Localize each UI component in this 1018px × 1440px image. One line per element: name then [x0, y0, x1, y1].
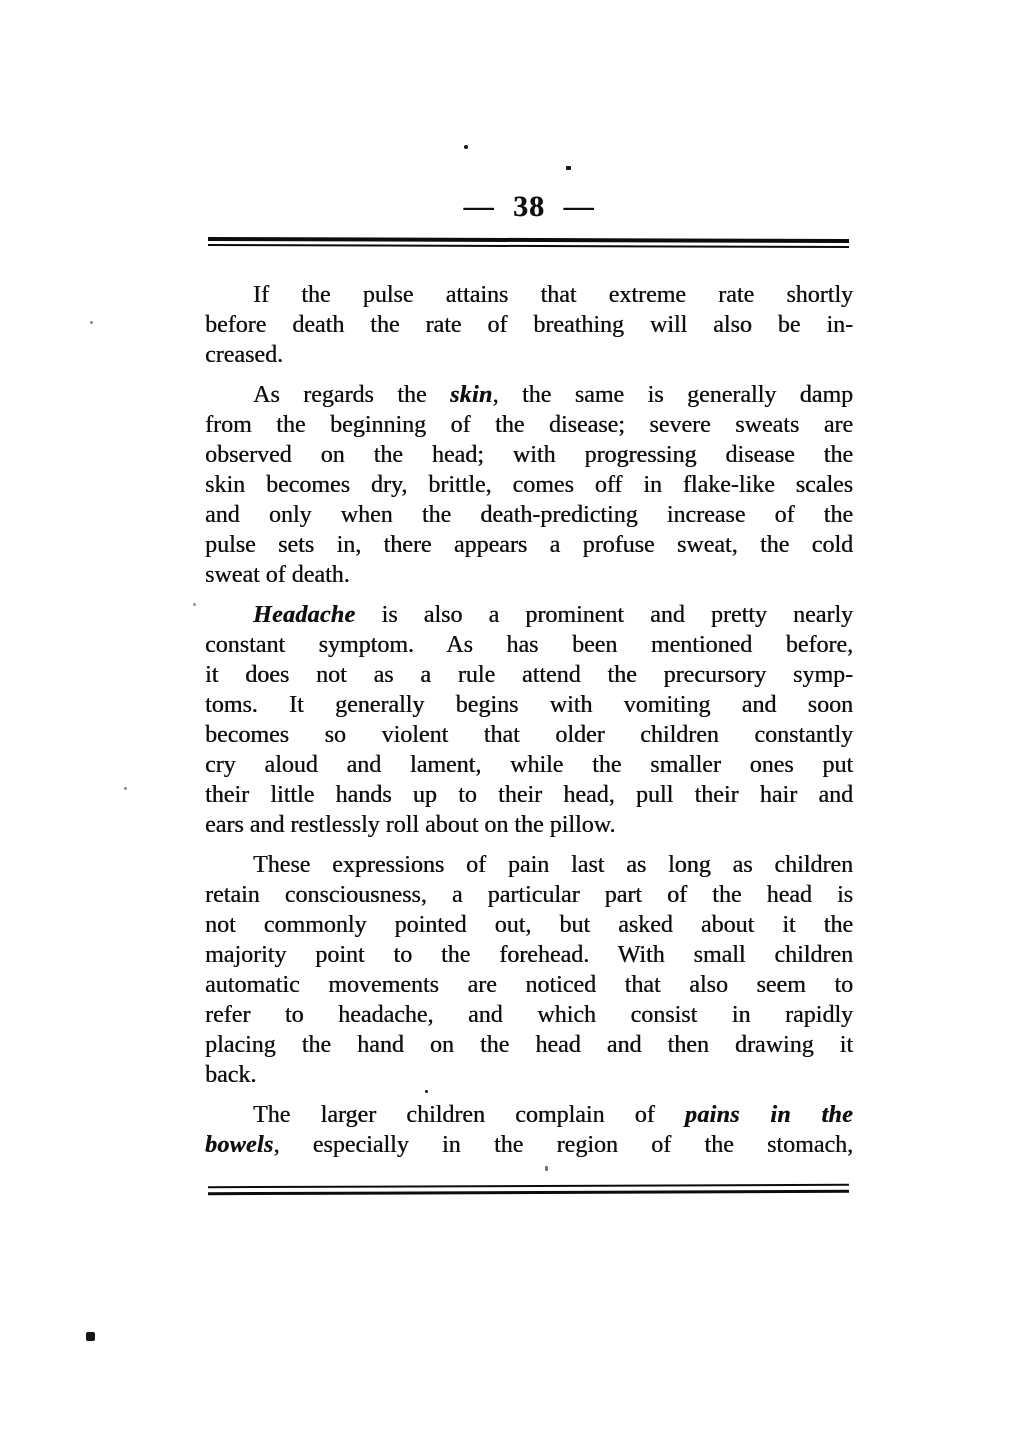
ink-speck — [86, 1332, 95, 1341]
text-line — [205, 560, 853, 590]
text-line — [205, 310, 853, 340]
text-line — [205, 690, 853, 720]
text-run: placing the hand on the head and then drawing it — [205, 1032, 853, 1058]
paragraph-5 — [205, 1100, 853, 1160]
text-line — [205, 1060, 853, 1090]
text-run: creased. — [205, 342, 283, 368]
text-run: observed on the head; with progressing disease the — [205, 442, 853, 468]
paragraph-1 — [205, 280, 853, 370]
text-line — [205, 750, 853, 780]
text-line — [205, 280, 853, 310]
text-run: retain consciousness, a particular part of the head is — [205, 882, 853, 908]
text-line — [205, 410, 853, 440]
page-number: — 38 — — [463, 190, 595, 223]
text-run: constant symptom. As has been mentioned before, — [205, 632, 853, 658]
text-run: toms. It generally begins with vomiting and soon — [205, 692, 853, 718]
text-run: their little hands up to their head, pull their hair and — [205, 782, 853, 808]
page-text — [205, 280, 853, 1160]
text-line — [205, 1000, 853, 1030]
text-line — [205, 850, 853, 880]
ink-speck — [193, 603, 196, 606]
text-line — [205, 470, 853, 500]
text-line — [205, 880, 853, 910]
text-line — [205, 380, 853, 410]
paragraph-3 — [205, 600, 853, 840]
text-line — [205, 1030, 853, 1060]
bottom-double-rule — [208, 1184, 849, 1195]
text-run: As regards the — [253, 382, 450, 408]
text-line — [205, 600, 853, 630]
ink-speck — [124, 787, 127, 790]
ink-speck — [425, 1090, 428, 1093]
text-line — [205, 1100, 853, 1130]
text-line — [205, 340, 853, 370]
text-line — [205, 500, 853, 530]
italic-run: Headache — [253, 602, 356, 628]
top-double-rule — [208, 237, 849, 248]
text-run: ears and restlessly roll about on the pillow. — [205, 812, 616, 838]
text-run: cry aloud and lament, while the smaller ones put — [205, 752, 853, 778]
text-run: refer to headache, and which consist in rapidly — [205, 1002, 853, 1028]
text-run: becomes so violent that older children constantly — [205, 722, 853, 748]
text-line — [205, 810, 853, 840]
text-line — [205, 440, 853, 470]
paragraph-2 — [205, 380, 853, 590]
italic-run: bowels — [205, 1132, 274, 1158]
text-run: back. — [205, 1062, 257, 1088]
ink-speck — [545, 1166, 548, 1171]
ink-speck — [464, 145, 468, 149]
italic-run: skin — [449, 382, 493, 408]
text-run: and only when the death-predicting increase of the — [205, 502, 853, 528]
text-run: not commonly pointed out, but asked about it the — [205, 912, 853, 938]
text-line — [205, 530, 853, 560]
text-run: sweat of death. — [205, 562, 350, 588]
text-line — [205, 660, 853, 690]
text-run: before death the rate of breathing will also be in- — [205, 312, 853, 338]
text-line — [205, 970, 853, 1000]
text-run: from the beginning of the disease; severe sweats are — [205, 412, 853, 438]
text-line — [205, 940, 853, 970]
text-run: pulse sets in, there appears a profuse sweat, the cold — [205, 532, 853, 558]
text-run: majority point to the forehead. With small children — [205, 942, 853, 968]
ink-speck — [566, 166, 571, 170]
text-run: The larger children complain of — [253, 1102, 685, 1128]
text-line — [205, 780, 853, 810]
text-run: If the pulse attains that extreme rate shortly — [253, 282, 853, 308]
text-run: , especially in the region of the stomach, — [273, 1132, 853, 1158]
italic-run: pains in the — [684, 1102, 853, 1128]
text-run: it does not as a rule attend the precursory symp- — [205, 662, 853, 688]
text-run: These expressions of pain last as long as children — [253, 852, 853, 878]
text-line — [205, 630, 853, 660]
text-run: is also a prominent and pretty nearly — [355, 602, 853, 628]
paragraph-4 — [205, 850, 853, 1090]
text-run: automatic movements are noticed that also seem to — [205, 972, 853, 998]
text-run: , the same is generally damp — [492, 382, 854, 408]
text-line — [205, 720, 853, 750]
ink-speck — [90, 321, 93, 324]
text-run: skin becomes dry, brittle, comes off in flake-like scales — [205, 472, 853, 498]
text-line — [205, 1130, 853, 1160]
text-line — [205, 910, 853, 940]
